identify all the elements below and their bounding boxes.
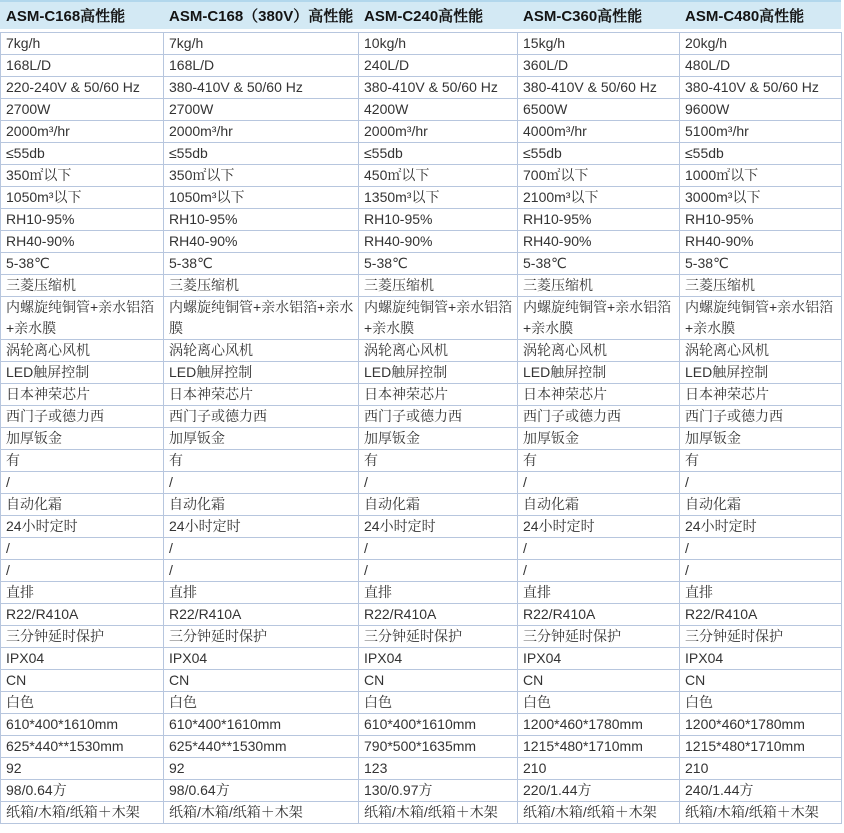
table-row	[1, 714, 842, 736]
table-row	[1, 516, 842, 538]
spec-cell: RH10-95%	[518, 209, 680, 231]
spec-cell: 24小时定时	[1, 516, 164, 538]
spec-cell: 240L/D	[359, 55, 518, 77]
spec-cell: 1350m³以下	[359, 187, 518, 209]
spec-cell: 三菱压缩机	[164, 275, 359, 297]
spec-cell: 涡轮离心风机	[518, 340, 680, 362]
table-row	[1, 780, 842, 802]
table-row	[1, 33, 842, 55]
spec-cell: 日本神荣芯片	[680, 384, 842, 406]
spec-cell: 白色	[359, 692, 518, 714]
spec-cell: 625*440**1530mm	[1, 736, 164, 758]
table-row	[1, 670, 842, 692]
spec-cell: IPX04	[1, 648, 164, 670]
spec-cell: /	[680, 538, 842, 560]
spec-cell: 24小时定时	[359, 516, 518, 538]
spec-cell: /	[518, 538, 680, 560]
table-row	[1, 802, 842, 824]
spec-cell: 210	[680, 758, 842, 780]
spec-cell: 380-410V & 50/60 Hz	[518, 77, 680, 99]
spec-cell: 自动化霜	[359, 494, 518, 516]
spec-cell: 三分钟延时保护	[518, 626, 680, 648]
spec-cell: 2000m³/hr	[1, 121, 164, 143]
spec-cell: 98/0.64方	[1, 780, 164, 802]
table-row	[1, 538, 842, 560]
spec-cell: 加厚钣金	[359, 428, 518, 450]
spec-cell: 日本神荣芯片	[518, 384, 680, 406]
spec-cell: 内螺旋纯铜管+亲水铝箔+亲水膜	[359, 297, 518, 340]
spec-cell: /	[1, 472, 164, 494]
spec-cell: 三分钟延时保护	[680, 626, 842, 648]
spec-cell: ≤55db	[359, 143, 518, 165]
spec-cell: RH10-95%	[1, 209, 164, 231]
spec-cell: 5-38℃	[1, 253, 164, 275]
spec-cell: 9600W	[680, 99, 842, 121]
spec-cell: 4200W	[359, 99, 518, 121]
spec-cell: 日本神荣芯片	[359, 384, 518, 406]
spec-cell: 6500W	[518, 99, 680, 121]
spec-cell: 直排	[359, 582, 518, 604]
spec-cell: R22/R410A	[518, 604, 680, 626]
spec-cell: 自动化霜	[518, 494, 680, 516]
spec-cell: 92	[1, 758, 164, 780]
spec-cell: 380-410V & 50/60 Hz	[680, 77, 842, 99]
spec-cell: ≤55db	[680, 143, 842, 165]
spec-cell: 内螺旋纯铜管+亲水铝箔+亲水膜	[164, 297, 359, 340]
spec-cell: ≤55db	[1, 143, 164, 165]
spec-cell: 涡轮离心风机	[164, 340, 359, 362]
table-row	[1, 560, 842, 582]
spec-cell: LED触屏控制	[518, 362, 680, 384]
spec-cell: /	[680, 472, 842, 494]
spec-cell: ≤55db	[164, 143, 359, 165]
spec-cell: /	[164, 472, 359, 494]
table-row	[1, 143, 842, 165]
spec-cell: IPX04	[518, 648, 680, 670]
spec-cell: 三菱压缩机	[1, 275, 164, 297]
spec-cell: 24小时定时	[518, 516, 680, 538]
spec-cell: 三分钟延时保护	[164, 626, 359, 648]
spec-cell: 7kg/h	[164, 33, 359, 55]
spec-cell: 130/0.97方	[359, 780, 518, 802]
spec-cell: 610*400*1610mm	[1, 714, 164, 736]
spec-cell: 610*400*1610mm	[164, 714, 359, 736]
spec-cell: /	[680, 560, 842, 582]
spec-cell: 有	[518, 450, 680, 472]
spec-cell: RH40-90%	[359, 231, 518, 253]
spec-cell: /	[1, 560, 164, 582]
spec-cell: 西门子或德力西	[359, 406, 518, 428]
spec-cell: CN	[1, 670, 164, 692]
spec-cell: 360L/D	[518, 55, 680, 77]
spec-cell: 168L/D	[164, 55, 359, 77]
spec-cell: 涡轮离心风机	[1, 340, 164, 362]
spec-cell: LED触屏控制	[1, 362, 164, 384]
spec-cell: /	[359, 472, 518, 494]
spec-cell: /	[1, 538, 164, 560]
spec-cell: CN	[680, 670, 842, 692]
spec-cell: RH10-95%	[680, 209, 842, 231]
spec-cell: 白色	[164, 692, 359, 714]
spec-cell: LED触屏控制	[359, 362, 518, 384]
spec-cell: 白色	[1, 692, 164, 714]
spec-cell: 210	[518, 758, 680, 780]
spec-cell: 涡轮离心风机	[680, 340, 842, 362]
spec-cell: CN	[518, 670, 680, 692]
spec-cell: 西门子或德力西	[680, 406, 842, 428]
spec-cell: /	[164, 538, 359, 560]
table-row	[1, 165, 842, 187]
table-row	[1, 121, 842, 143]
spec-cell: 加厚钣金	[680, 428, 842, 450]
spec-cell: 直排	[164, 582, 359, 604]
spec-cell: 92	[164, 758, 359, 780]
table-row	[1, 494, 842, 516]
table-row	[1, 736, 842, 758]
spec-cell: IPX04	[359, 648, 518, 670]
spec-cell: /	[164, 560, 359, 582]
spec-cell: 2700W	[164, 99, 359, 121]
spec-cell: RH40-90%	[680, 231, 842, 253]
table-row	[1, 758, 842, 780]
spec-cell: 加厚钣金	[164, 428, 359, 450]
column-header: ASM-C240高性能	[364, 8, 484, 25]
spec-cell: 1200*460*1780mm	[518, 714, 680, 736]
spec-cell: /	[518, 560, 680, 582]
spec-cell: 有	[164, 450, 359, 472]
spec-cell: 4000m³/hr	[518, 121, 680, 143]
spec-cell: 5-38℃	[164, 253, 359, 275]
table-row	[1, 648, 842, 670]
table-row	[1, 384, 842, 406]
spec-cell: 加厚钣金	[518, 428, 680, 450]
table-row	[1, 209, 842, 231]
spec-cell: 纸箱/木箱/纸箱＋木架	[1, 802, 164, 824]
spec-cell: 2000m³/hr	[164, 121, 359, 143]
spec-cell: 5100m³/hr	[680, 121, 842, 143]
spec-cell: 5-38℃	[680, 253, 842, 275]
spec-cell: R22/R410A	[680, 604, 842, 626]
spec-cell: RH10-95%	[164, 209, 359, 231]
spec-cell: 1200*460*1780mm	[680, 714, 842, 736]
table-row	[1, 275, 842, 297]
spec-cell: RH40-90%	[164, 231, 359, 253]
spec-cell: /	[359, 538, 518, 560]
spec-cell: IPX04	[680, 648, 842, 670]
spec-cell: R22/R410A	[164, 604, 359, 626]
spec-cell: CN	[164, 670, 359, 692]
spec-cell: 纸箱/木箱/纸箱＋木架	[680, 802, 842, 824]
spec-cell: 直排	[1, 582, 164, 604]
spec-cell: 5-38℃	[359, 253, 518, 275]
column-header: ASM-C480高性能	[685, 8, 805, 25]
spec-cell: 1050m³以下	[164, 187, 359, 209]
spec-cell: 涡轮离心风机	[359, 340, 518, 362]
spec-cell: 2100m³以下	[518, 187, 680, 209]
spec-cell: 三菱压缩机	[680, 275, 842, 297]
table-row	[1, 55, 842, 77]
spec-cell: 1215*480*1710mm	[518, 736, 680, 758]
spec-cell: 纸箱/木箱/纸箱＋木架	[164, 802, 359, 824]
spec-cell: 白色	[680, 692, 842, 714]
table-row	[1, 187, 842, 209]
table-row	[1, 77, 842, 99]
spec-cell: 10kg/h	[359, 33, 518, 55]
spec-cell: 有	[1, 450, 164, 472]
spec-cell: 220/1.44方	[518, 780, 680, 802]
column-header: ASM-C168高性能	[6, 8, 126, 25]
table-row	[1, 582, 842, 604]
spec-cell: 380-410V & 50/60 Hz	[359, 77, 518, 99]
spec-cell: 20kg/h	[680, 33, 842, 55]
spec-cell: 自动化霜	[164, 494, 359, 516]
table-row	[1, 340, 842, 362]
spec-cell: RH10-95%	[359, 209, 518, 231]
spec-cell: 加厚钣金	[1, 428, 164, 450]
spec-cell: IPX04	[164, 648, 359, 670]
spec-cell: 白色	[518, 692, 680, 714]
spec-cell: 直排	[518, 582, 680, 604]
column-header: ASM-C168（380V）高性能	[169, 8, 354, 25]
table-row	[1, 362, 842, 384]
spec-cell: 日本神荣芯片	[164, 384, 359, 406]
table-row	[1, 297, 842, 340]
spec-cell: 220-240V & 50/60 Hz	[1, 77, 164, 99]
spec-cell: 350㎡以下	[164, 165, 359, 187]
spec-cell: LED触屏控制	[164, 362, 359, 384]
table-row	[1, 428, 842, 450]
table-row	[1, 406, 842, 428]
spec-cell: RH40-90%	[1, 231, 164, 253]
spec-cell: 98/0.64方	[164, 780, 359, 802]
spec-cell: R22/R410A	[1, 604, 164, 626]
spec-cell: 三分钟延时保护	[1, 626, 164, 648]
spec-cell: 350㎡以下	[1, 165, 164, 187]
table-row	[1, 99, 842, 121]
spec-cell: 1050m³以下	[1, 187, 164, 209]
spec-cell: 480L/D	[680, 55, 842, 77]
spec-cell: R22/R410A	[359, 604, 518, 626]
table-row	[1, 253, 842, 275]
spec-cell: 168L/D	[1, 55, 164, 77]
spec-cell: 123	[359, 758, 518, 780]
spec-cell: 内螺旋纯铜管+亲水铝箔+亲水膜	[680, 297, 842, 340]
spec-cell: 5-38℃	[518, 253, 680, 275]
table-row	[1, 692, 842, 714]
spec-cell: LED触屏控制	[680, 362, 842, 384]
column-header: ASM-C360高性能	[523, 8, 643, 25]
spec-cell: 纸箱/木箱/纸箱＋木架	[518, 802, 680, 824]
spec-cell: /	[518, 472, 680, 494]
spec-table	[0, 32, 842, 824]
spec-cell: 700㎡以下	[518, 165, 680, 187]
spec-cell: /	[359, 560, 518, 582]
spec-cell: 2000m³/hr	[359, 121, 518, 143]
table-row	[1, 626, 842, 648]
table-header-row	[0, 0, 841, 29]
spec-cell: 2700W	[1, 99, 164, 121]
spec-cell: 西门子或德力西	[518, 406, 680, 428]
spec-cell: 三菱压缩机	[359, 275, 518, 297]
spec-cell: 15kg/h	[518, 33, 680, 55]
spec-cell: ≤55db	[518, 143, 680, 165]
spec-cell: 1000㎡以下	[680, 165, 842, 187]
spec-cell: 有	[359, 450, 518, 472]
table-row	[1, 472, 842, 494]
spec-cell: CN	[359, 670, 518, 692]
spec-cell: 625*440**1530mm	[164, 736, 359, 758]
spec-cell: 1215*480*1710mm	[680, 736, 842, 758]
spec-cell: 3000m³以下	[680, 187, 842, 209]
spec-cell: 790*500*1635mm	[359, 736, 518, 758]
spec-cell: 三分钟延时保护	[359, 626, 518, 648]
spec-cell: 24小时定时	[680, 516, 842, 538]
spec-cell: 日本神荣芯片	[1, 384, 164, 406]
spec-cell: 自动化霜	[680, 494, 842, 516]
spec-cell: 380-410V & 50/60 Hz	[164, 77, 359, 99]
spec-cell: 西门子或德力西	[164, 406, 359, 428]
spec-cell: 240/1.44方	[680, 780, 842, 802]
table-row	[1, 450, 842, 472]
spec-cell: 610*400*1610mm	[359, 714, 518, 736]
spec-cell: 24小时定时	[164, 516, 359, 538]
spec-cell: 直排	[680, 582, 842, 604]
spec-cell: 三菱压缩机	[518, 275, 680, 297]
spec-cell: 自动化霜	[1, 494, 164, 516]
spec-cell: 7kg/h	[1, 33, 164, 55]
spec-cell: 有	[680, 450, 842, 472]
table-row	[1, 231, 842, 253]
spec-cell: 内螺旋纯铜管+亲水铝箔+亲水膜	[518, 297, 680, 340]
table-row	[1, 604, 842, 626]
spec-cell: RH40-90%	[518, 231, 680, 253]
spec-cell: 西门子或德力西	[1, 406, 164, 428]
spec-cell: 纸箱/木箱/纸箱＋木架	[359, 802, 518, 824]
spec-cell: 450㎡以下	[359, 165, 518, 187]
spec-cell: 内螺旋纯铜管+亲水铝箔+亲水膜	[1, 297, 164, 340]
